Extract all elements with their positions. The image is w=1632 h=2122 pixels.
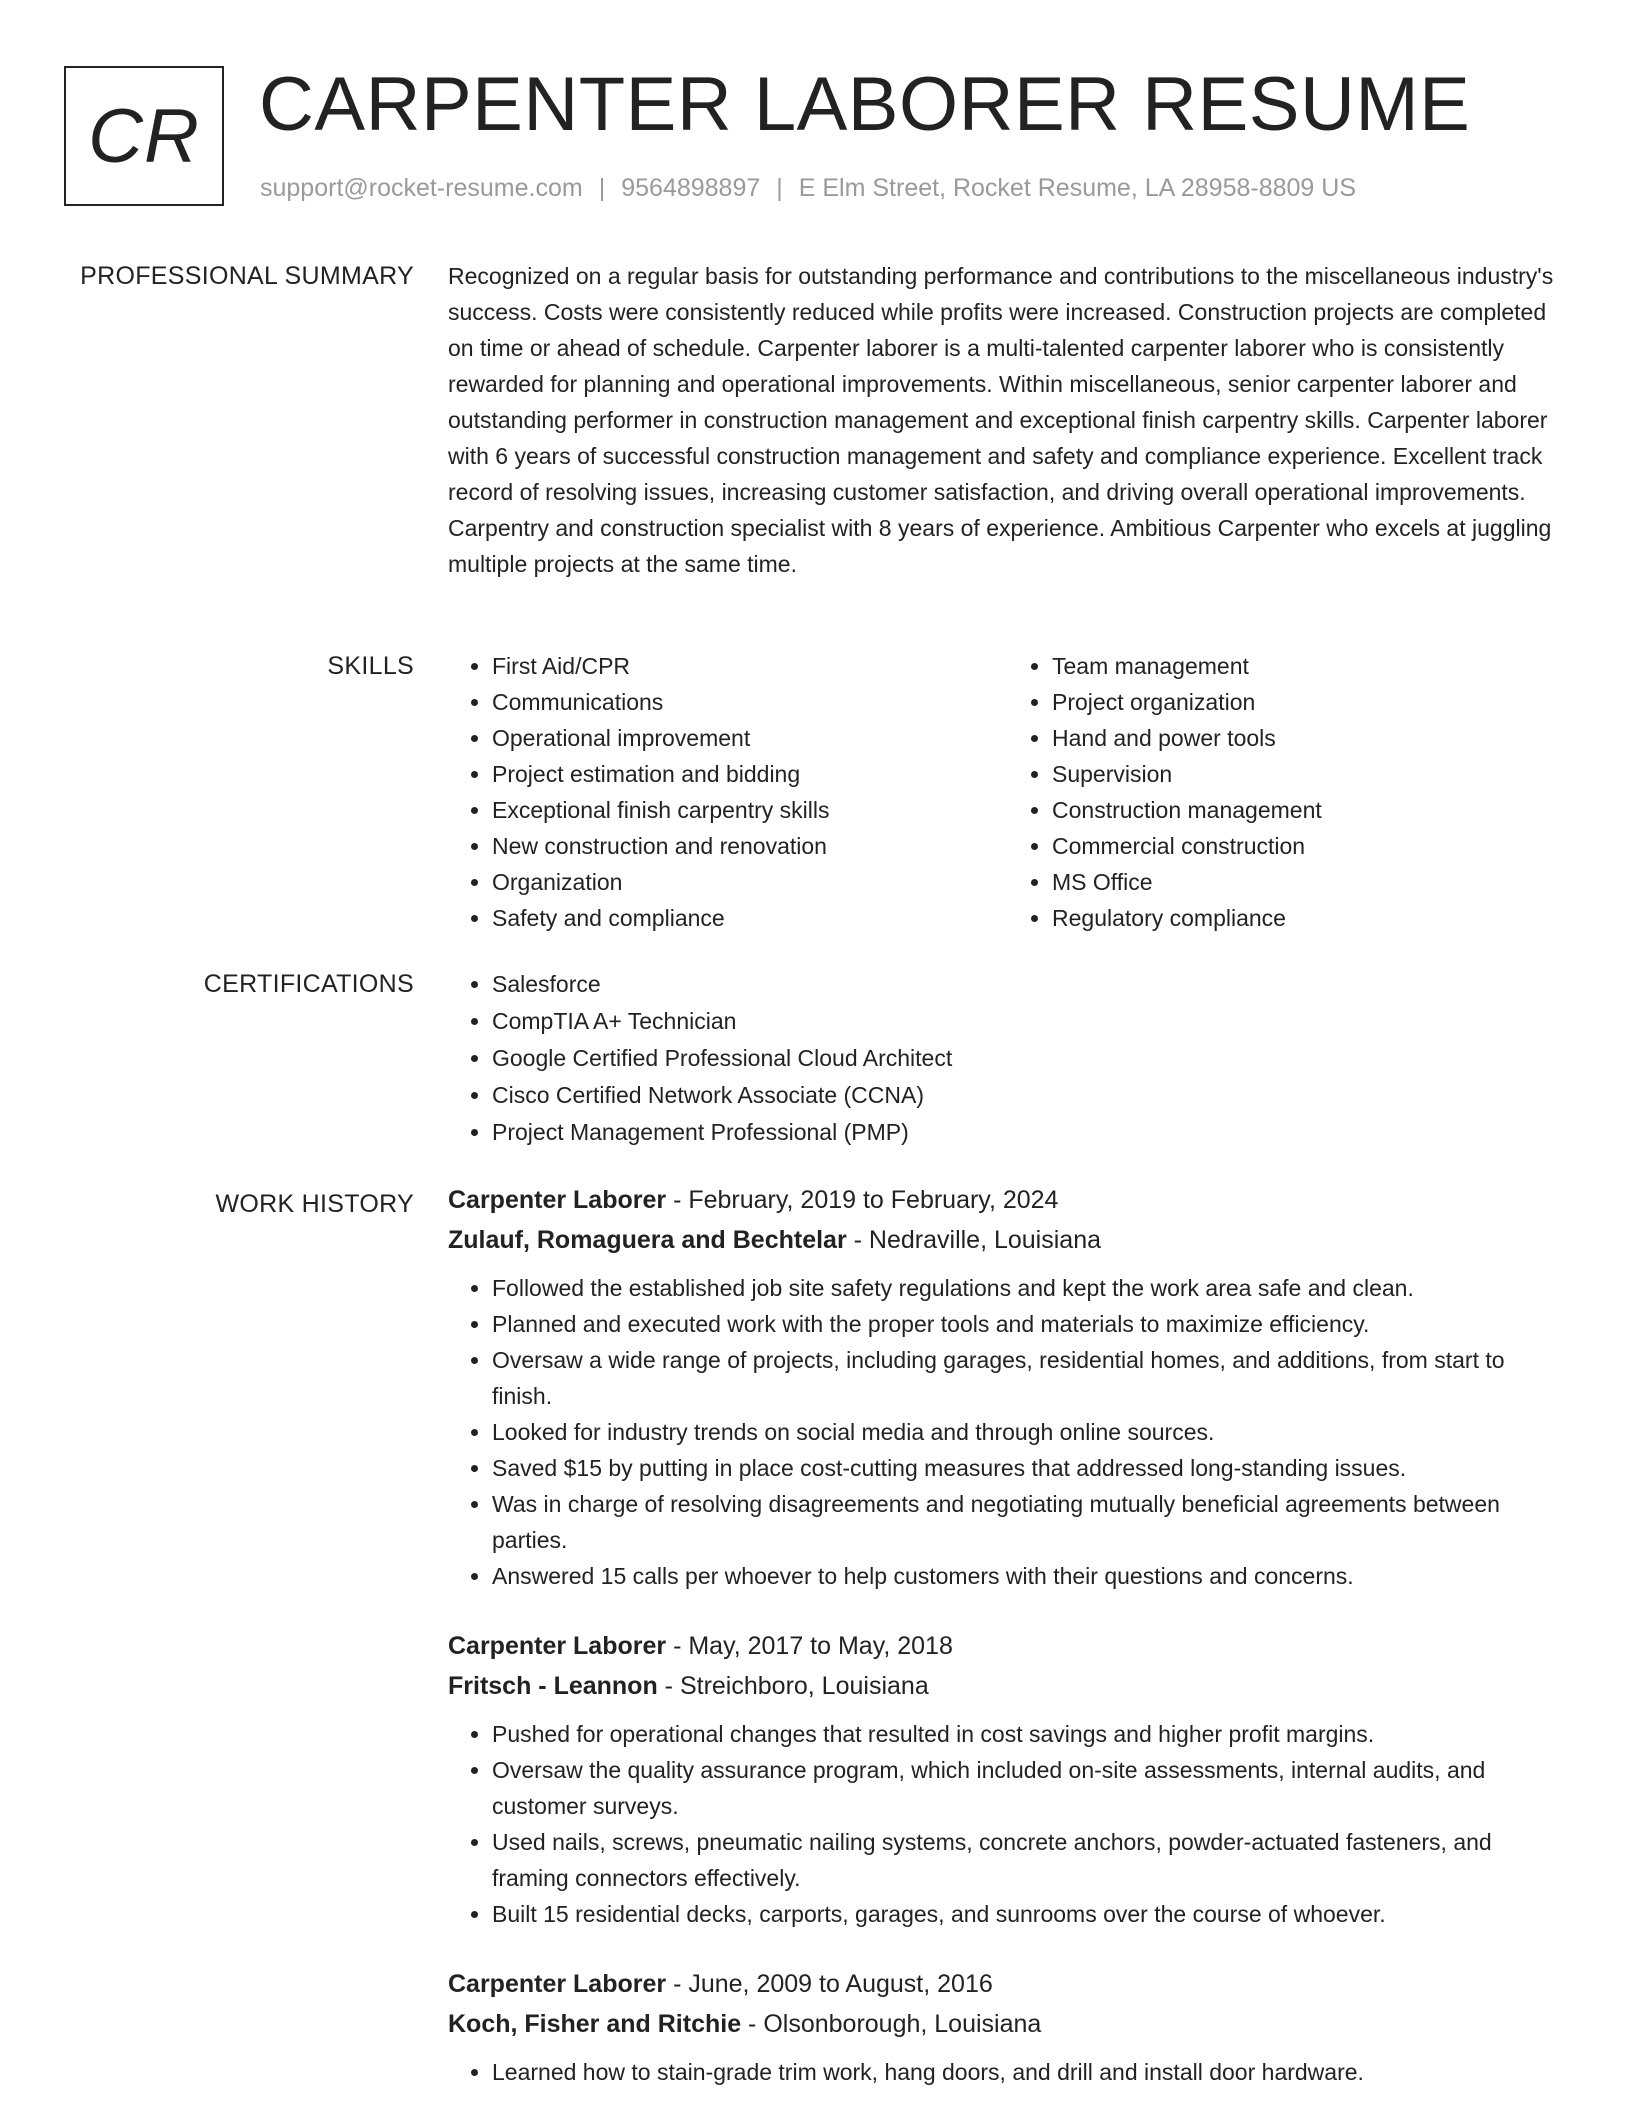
certifications-body [448, 966, 1568, 1151]
skill-item: • New construction and renovation [492, 828, 1008, 864]
job-bullet: • Planned and executed work with the proper tools and materials to maximize efficiency. [492, 1306, 1568, 1342]
skill-item: • Commercial construction [1052, 828, 1568, 864]
skills-list-right [1008, 648, 1568, 936]
job-bullet: • Oversaw the quality assurance program, which included on-site assessments, internal audits, and customer surveys. [492, 1752, 1568, 1824]
skill-item: • Hand and power tools [1052, 720, 1568, 756]
skill-item: • Regulatory compliance [1052, 900, 1568, 936]
monogram-logo: CR [64, 66, 224, 206]
resume-header [64, 62, 1584, 210]
job-title-line [448, 1180, 1568, 1220]
job-title-line [448, 1964, 1568, 2004]
skill-item: • MS Office [1052, 864, 1568, 900]
skill-item: • First Aid/CPR [492, 648, 1008, 684]
certification-item: • Google Certified Professional Cloud Architect [492, 1040, 1568, 1077]
job-bullet: • Learned how to stain-grade trim work, hang doors, and drill and install door hardware. [492, 2054, 1568, 2090]
work-history-jobs [448, 1180, 1568, 2122]
skill-item: • Communications [492, 684, 1008, 720]
skill-item: • Operational improvement [492, 720, 1008, 756]
job-company: Koch, Fisher and Ritchie [448, 2010, 742, 2038]
job-company: Fritsch - Leannon [448, 1672, 658, 1700]
job-location: - Olsonborough, Louisiana [741, 2010, 1042, 2038]
job-bullets [448, 1270, 1568, 1594]
job-entry [448, 1180, 1568, 1594]
job-bullet: • Built 15 residential decks, carports, garages, and sunrooms over the course of whoever. [492, 1896, 1568, 1932]
job-dates: - May, 2017 to May, 2018 [666, 1632, 953, 1660]
job-bullet: • Looked for industry trends on social media and through online sources. [492, 1414, 1568, 1450]
resume-title: CARPENTER LABORER RESUME [259, 62, 1471, 147]
job-location: - Streichboro, Louisiana [657, 1672, 929, 1700]
contact-phone[interactable]: 9564898897 [621, 174, 761, 202]
job-entry [448, 1964, 1568, 2090]
job-dates: - February, 2019 to February, 2024 [666, 1186, 1059, 1214]
job-bullet: • Oversaw a wide range of projects, including garages, residential homes, and additions, from start to finish. [492, 1342, 1568, 1414]
job-title: Carpenter Laborer [448, 1970, 667, 1998]
certification-item: • Cisco Certified Network Associate (CCNA) [492, 1077, 1568, 1114]
skill-item: • Project estimation and bidding [492, 756, 1008, 792]
job-title: Carpenter Laborer [448, 1186, 667, 1214]
job-location: - Nedraville, Louisiana [846, 1226, 1101, 1254]
contact-address: E Elm Street, Rocket Resume, LA 28958-8809 US [798, 174, 1356, 202]
job-company-line [448, 1666, 1568, 1706]
job-title: Carpenter Laborer [448, 1632, 667, 1660]
skills-columns [448, 648, 1568, 936]
contact-line [260, 174, 1356, 203]
skills-list-left [448, 648, 1008, 936]
job-entry [448, 1626, 1568, 1932]
job-company-line [448, 2004, 1568, 2044]
job-bullet: • Saved $15 by putting in place cost-cutting measures that addressed long-standing issues. [492, 1450, 1568, 1486]
skill-item: • Organization [492, 864, 1008, 900]
skill-item: • Supervision [1052, 756, 1568, 792]
skill-item: • Safety and compliance [492, 900, 1008, 936]
summary-text: Recognized on a regular basis for outstanding performance and contributions to the miscellaneous industry's success. Costs were consistently reduced while profits were increased. Construction projects are completed on time or ahead of schedule. Carpenter laborer is a multi-talented carpenter laborer who is consistently rewarded for planning and operational improvements. Within miscellaneous, senior carpenter laborer and outstanding performer in construction management and exceptional finish carpentry skills. Carpenter laborer with 6 years of successful construction management and safety and compliance experience. Excellent track record of resolving issues, increasing customer satisfaction, and driving overall operational improvements. Carpentry and construction specialist with 8 years of experience. Ambitious Carpenter who excels at juggling multiple projects at the same time. [448, 263, 1554, 577]
section-label-certifications: CERTIFICATIONS [203, 970, 414, 998]
job-dates: - June, 2009 to August, 2016 [666, 1970, 993, 1998]
certifications-section [64, 966, 1568, 1156]
contact-separator: | [598, 174, 606, 202]
job-bullet: • Was in charge of resolving disagreements and negotiating mutually beneficial agreements between parties. [492, 1486, 1568, 1558]
section-label-skills: SKILLS [327, 652, 414, 680]
work-history-section [64, 1180, 1568, 2112]
contact-separator: | [776, 174, 783, 202]
job-bullets [448, 1716, 1568, 1932]
skill-item: • Project organization [1052, 684, 1568, 720]
section-label-work-history: WORK HISTORY [215, 1190, 414, 1218]
certification-item: • Project Management Professional (PMP) [492, 1114, 1568, 1151]
job-bullets [448, 2054, 1568, 2090]
job-company-line [448, 1220, 1568, 1260]
job-company: Zulauf, Romaguera and Bechtelar [448, 1226, 847, 1254]
job-bullet: • Used nails, screws, pneumatic nailing systems, concrete anchors, powder-actuated fasteners, and framing connectors effectively. [492, 1824, 1568, 1896]
contact-email[interactable]: support@rocket-resume.com [260, 174, 583, 202]
summary-section [64, 258, 1568, 618]
skill-item: • Team management [1052, 648, 1568, 684]
skill-item: • Exceptional finish carpentry skills [492, 792, 1008, 828]
job-bullet: • Answered 15 calls per whoever to help customers with their questions and concerns. [492, 1558, 1568, 1594]
job-bullet: • Followed the established job site safety regulations and kept the work area safe and clean. [492, 1270, 1568, 1306]
certifications-list [448, 966, 1568, 1151]
certification-item: • Salesforce [492, 966, 1568, 1003]
job-bullet: • Pushed for operational changes that resulted in cost savings and higher profit margins. [492, 1716, 1568, 1752]
skills-section [64, 648, 1568, 938]
certification-item: • CompTIA A+ Technician [492, 1003, 1568, 1040]
job-title-line [448, 1626, 1568, 1666]
skill-item: • Construction management [1052, 792, 1568, 828]
section-label-summary: PROFESSIONAL SUMMARY [80, 262, 414, 290]
